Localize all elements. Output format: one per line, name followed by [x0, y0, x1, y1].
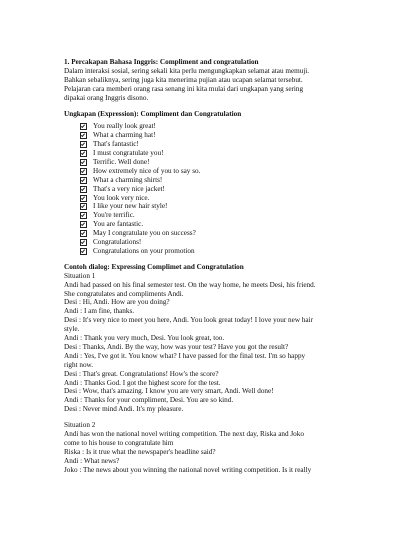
checkbox-icon	[80, 230, 87, 237]
list-item: That's a very nice jacket!	[80, 185, 374, 194]
list-item: May I congratulate you on success?	[80, 229, 374, 238]
list-item: That's fantastic!	[80, 140, 374, 149]
list-item: Congratulations!	[80, 238, 374, 247]
dialog-line: She congratulates and compliments Andi.	[64, 289, 184, 298]
checkbox-icon	[80, 141, 87, 148]
dialog-line: Andi : Thank you very much, Desi. You look great, too.	[64, 334, 225, 343]
dialog-line: Andi had passed on his final semester test. On the way home, he meets Desi, his friend.	[64, 280, 316, 289]
list-item: You are fantastic.	[80, 220, 374, 229]
checkbox-icon	[80, 150, 87, 157]
dialog-line: Desi : Thanks, Andi. By the way, how was your test? Have you got the result?	[64, 342, 289, 351]
checkbox-icon	[80, 186, 87, 193]
checkbox-icon	[80, 132, 87, 139]
dialog-line: Andi : Yes, I've got it. You know what? I have passed for the final test. I'm so happy	[64, 351, 306, 360]
checkbox-icon	[80, 159, 87, 166]
situation-heading: Situation 1	[64, 271, 96, 280]
list-item: I like your new hair style!	[80, 202, 374, 211]
checkbox-icon	[80, 203, 87, 210]
list-item: What a charming shirts!	[80, 176, 374, 185]
dialog-line: Desi : Wow, that's amazing. I know you are very smart, Andi. Well done!	[64, 387, 274, 396]
expressions-title: Ungkapan (Expression): Compliment dan Congratulation	[64, 109, 242, 118]
checkbox-icon	[80, 212, 87, 219]
dialog-line: Desi : Never mind Andi. It's my pleasure.	[64, 405, 184, 414]
checkbox-icon	[80, 221, 87, 228]
dialog-line: Joko : The news about you winning the national novel writing competition. Is it really	[64, 465, 312, 474]
dialog-line: style.	[64, 325, 80, 334]
dialog-line: Andi has won the national novel writing competition. The next day, Riska and Joko	[64, 430, 304, 439]
dialog-line: come to his house to congratulate him	[64, 439, 174, 448]
dialog-line: Andi : I am fine, thanks.	[64, 307, 135, 316]
dialog-line: Andi : Thanks for your compliment, Desi. You are so kind.	[64, 396, 234, 405]
intro-line: Dalam interaksi sosial, sering sekali kita perlu mengungkapkan selamat atau memuji.	[64, 66, 310, 75]
situation-heading: Situation 2	[64, 421, 96, 430]
list-item: You're terrific.	[80, 211, 374, 220]
dialog-title: Contoh dialog: Expressing Complimet and Congratulation	[64, 262, 244, 271]
expression-list	[64, 122, 374, 255]
dialog-line: Riska : Is it true what the newspaper's headline said?	[64, 447, 216, 456]
document-page	[64, 58, 374, 475]
list-item: I must congratulate you!	[80, 149, 374, 158]
dialog-line: Andi : What news?	[64, 456, 120, 465]
intro-line: dipakai orang Inggris disono.	[64, 93, 149, 102]
list-item: Congratulations on your promotion	[80, 247, 374, 256]
section-title: 1. Percakapan Bahasa Inggris: Compliment and congratulation	[64, 58, 259, 66]
list-item: You look very nice.	[80, 194, 374, 203]
dialog-line: Andi : Thanks God. I got the highest score for the test.	[64, 378, 221, 387]
intro-line: Bahkan sebaliknya, sering juga kita menerima pujian atau ucapan selamat tersebut.	[64, 75, 303, 84]
checkbox-icon	[80, 168, 87, 175]
list-item: You really look great!	[80, 122, 374, 131]
checkbox-icon	[80, 239, 87, 246]
list-item: Terrific. Well done!	[80, 158, 374, 167]
dialog-line: right now.	[64, 360, 94, 369]
checkbox-icon	[80, 195, 87, 202]
intro-line: Pelajaran cara memberi orang rasa senang ini kita mulai dari ungkapan yang sering	[64, 84, 304, 93]
dialog-line: Desi : Hi, Andi. How are you doing?	[64, 298, 170, 307]
dialog-line: Desi : It's very nice to meet you here, Andi. You look great today! I love your new hair	[64, 316, 314, 325]
checkbox-icon	[80, 123, 87, 130]
dialog-line: Desi : That's great. Congratulations! How's the score?	[64, 369, 219, 378]
list-item: How extremely nice of you to say so.	[80, 167, 374, 176]
list-item: What a charming hat!	[80, 131, 374, 140]
checkbox-icon	[80, 177, 87, 184]
checkbox-icon	[80, 248, 87, 255]
